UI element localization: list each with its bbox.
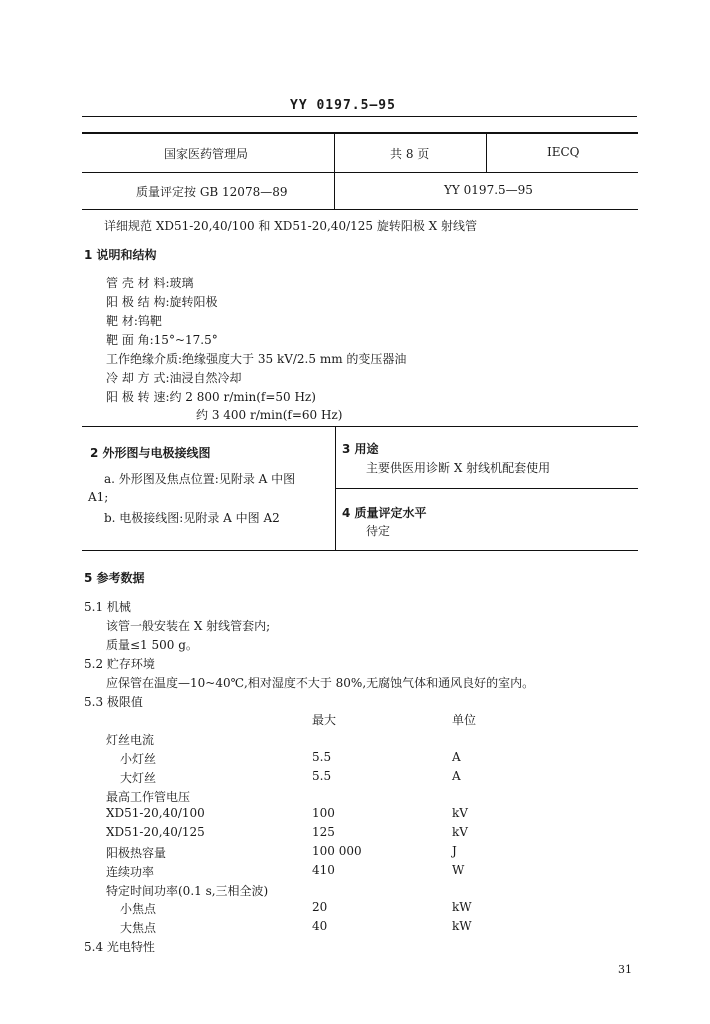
limit-row-max: 5.5 (312, 750, 332, 764)
limit-row-name: 灯丝电流 (106, 733, 155, 747)
document-code-header: YY 0197.5—95 (290, 98, 396, 113)
section-1-title: 1 说明和结构 (84, 248, 157, 262)
limit-row-max: 20 (312, 900, 328, 914)
col-header-max: 最大 (312, 713, 337, 727)
limit-row-name: 大焦点 (120, 921, 157, 935)
box-right-split-rule (335, 488, 638, 489)
limit-row-max: 5.5 (312, 769, 332, 783)
pages-cell: 共 8 页 (390, 147, 430, 161)
limit-row-unit: kV (452, 825, 468, 839)
section-3-body: 主要供医用诊断 X 射线机配套使用 (366, 461, 551, 475)
issuer-cell: 国家医药管理局 (164, 147, 249, 161)
col-header-unit: 单位 (452, 713, 477, 727)
section-3-title: 3 用途 (342, 442, 379, 456)
s1-row: 靶 材:钨靶 (106, 314, 162, 328)
section-2-item-a: a. 外形图及焦点位置:见附录 A 中图 (104, 472, 296, 486)
subsection-5-2-title: 5.2 贮存环境 (84, 657, 155, 671)
table-mid-rule (82, 172, 638, 173)
page-number: 31 (618, 963, 632, 976)
subsection-5-4-title: 5.4 光电特性 (84, 940, 155, 954)
s1-row: 约 3 400 r/min(f=60 Hz) (196, 408, 343, 422)
standard-cell: YY 0197.5—95 (444, 183, 533, 197)
limit-row-max: 40 (312, 919, 328, 933)
limit-row-name: 最高工作管电压 (106, 790, 191, 804)
limit-row-name: 阳极热容量 (106, 846, 167, 860)
limit-row-name: 小焦点 (120, 902, 157, 916)
limit-row-unit: kW (452, 900, 472, 914)
header-rule (82, 116, 637, 117)
limit-row-unit: J (452, 844, 457, 858)
s1-row: 冷 却 方 式:油浸自然冷却 (106, 371, 242, 385)
box-top-rule (82, 426, 638, 427)
s52-line: 应保管在温度—10~40℃,相对湿度不大于 80%,无腐蚀气体和通风良好的室内。 (106, 676, 535, 690)
subsection-5-3-title: 5.3 极限值 (84, 695, 143, 709)
table-vertical-divider-2 (486, 133, 487, 172)
limit-row-name: 大灯丝 (120, 771, 157, 785)
cert-cell: IECQ (547, 145, 580, 159)
limit-row-max: 100 (312, 806, 335, 820)
section-4-title: 4 质量评定水平 (342, 506, 427, 520)
limit-row-max: 410 (312, 863, 335, 877)
limit-row-unit: W (452, 863, 465, 877)
table-top-rule (82, 132, 638, 134)
limit-row-unit: A (452, 750, 461, 764)
limit-row-name: XD51-20,40/100 (106, 806, 205, 820)
limit-row-name: 连续功率 (106, 865, 155, 879)
table-bottom-rule (82, 209, 638, 210)
s1-row: 管 壳 材 料:玻璃 (106, 276, 194, 290)
s51-line: 质量≤1 500 g。 (106, 638, 198, 652)
subsection-5-1-title: 5.1 机械 (84, 600, 131, 614)
section-2-item-b: b. 电极接线图:见附录 A 中图 A2 (104, 511, 280, 525)
detail-spec-line: 详细规范 XD51-20,40/100 和 XD51-20,40/125 旋转阳极 X 射线管 (104, 219, 478, 233)
limit-row-name: 特定时间功率(0.1 s,三相全波) (106, 884, 269, 898)
limit-row-name: XD51-20,40/125 (106, 825, 205, 839)
section-2-item-a-cont: A1; (88, 490, 109, 504)
limit-row-unit: A (452, 769, 461, 783)
limit-row-max: 125 (312, 825, 335, 839)
s1-row: 阳 极 转 速:约 2 800 r/min(f=50 Hz) (106, 390, 316, 404)
s1-row: 阳 极 结 构:旋转阳极 (106, 295, 218, 309)
section-2-title: 2 外形图与电极接线图 (90, 446, 211, 460)
limit-row-unit: kV (452, 806, 468, 820)
box-bottom-rule (82, 550, 638, 551)
s51-line: 该管一般安装在 X 射线管套内; (106, 619, 271, 633)
s1-row: 工作绝缘介质:绝缘强度大于 35 kV/2.5 mm 的变压器油 (106, 352, 407, 366)
limit-row-max: 100 000 (312, 844, 362, 858)
quality-basis-cell: 质量评定按 GB 12078—89 (136, 185, 288, 199)
section-4-body: 待定 (366, 524, 391, 538)
limit-row-unit: kW (452, 919, 472, 933)
table-vertical-divider (334, 133, 335, 209)
s1-row: 靶 面 角:15°~17.5° (106, 333, 218, 347)
limit-row-name: 小灯丝 (120, 752, 157, 766)
section-5-title: 5 参考数据 (84, 571, 145, 585)
